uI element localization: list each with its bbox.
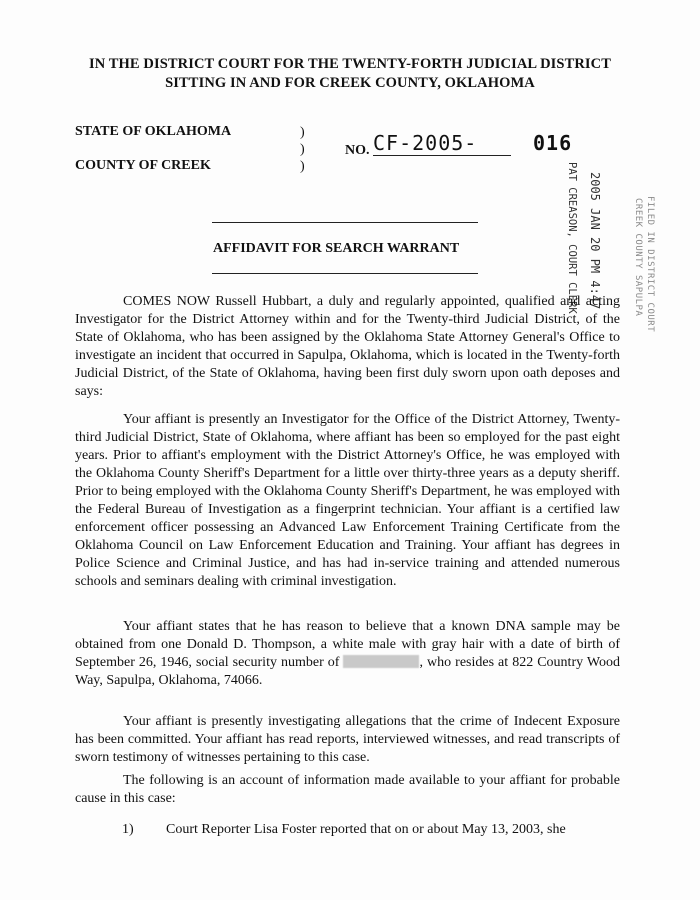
- list-item-text: Court Reporter Lisa Foster reported that on or about May 13, 2003, she: [166, 822, 566, 837]
- paragraph-3-after: , who resides at 822 Country Wood Way, Sapulpa, Oklahoma, 74066.: [75, 655, 620, 688]
- caption-paren-1: ): [300, 125, 305, 140]
- paragraph-1: COMES NOW Russell Hubbart, a duly and regularly appointed, qualified and acting Investigator for the District Attorney within and for the Twenty-third Judicial District, of the State of Oklahoma, who has been assigned by the Oklahoma State Attorney General's Office to investigate an incident that occurred in Sapulpa, Oklahoma, which is located in the Twenty-forth Judicial District, of the State of Oklahoma, having been first duly sworn upon oath deposes and says:: [75, 294, 620, 399]
- caption-state: STATE OF OKLAHOMA: [75, 124, 232, 139]
- paragraph-4: Your affiant is presently investigating allegations that the crime of Indecent Exposure has been committed. Your affiant has read reports, interviewed witnesses, and read transcripts of sworn testimony of witnesses pertaining to this case.: [75, 714, 620, 765]
- file-stamp-date: 2005 JAN 20 PM 4:47: [588, 172, 602, 310]
- redacted-ssn: [343, 655, 419, 668]
- file-stamp-clerk: PAT CREASON, COURT CLERK: [566, 162, 578, 314]
- case-number-label: NO.: [345, 143, 370, 158]
- document-title: AFFIDAVIT FOR SEARCH WARRANT: [213, 241, 460, 256]
- list-item-number: 1): [122, 822, 134, 837]
- paragraph-5: The following is an account of information made available to your affiant for probable cause in this case:: [75, 773, 620, 806]
- paragraph-3: [75, 618, 620, 690]
- paragraph-3-before: Your affiant states that he has reason to believe that a known DNA sample may be obtained from one Donald D. Thompson, a white male with gray hair with a date of birth of September 26, 1946, social security number of: [75, 619, 620, 670]
- caption-county: COUNTY OF CREEK: [75, 158, 211, 173]
- file-stamp-filed: FILED IN DISTRICT COURT: [645, 196, 655, 333]
- case-number-suffix: 016: [533, 131, 573, 155]
- court-header-line1: IN THE DISTRICT COURT FOR THE TWENTY-FORTH JUDICIAL DISTRICT: [88, 56, 612, 72]
- file-stamp-county: CREEK COUNTY SAPULPA: [633, 198, 643, 317]
- case-number: CF-2005-: [373, 131, 511, 156]
- caption-paren-2: ): [300, 142, 305, 157]
- paragraph-2: Your affiant is presently an Investigator for the Office of the District Attorney, Twenty-third Judicial District, State of Oklahoma, where affiant has been so employed for the past eight years. Prior to affiant's employment with the District Attorney's Office, he was employed with the Oklahoma County Sheriff's Department for a little over thirty-three years as a deputy sheriff. Prior to being employed with the Oklahoma County Sheriff's Department, he was employed with the Federal Bureau of Investigation as a fingerprint technician. Your affiant is a certified law enforcement officer possessing an Advanced Law Enforcement Training Certificate from the Oklahoma Council on Law Enforcement Education and Training. Your affiant has degrees in Police Science and Criminal Justice, and has had in-service training and attended numerous schools and seminars dealing with criminal investigation.: [75, 412, 620, 589]
- title-rule-top: [212, 222, 478, 223]
- caption-paren-3: ): [300, 159, 305, 174]
- title-rule-bottom: [212, 273, 478, 274]
- court-header-line2: SITTING IN AND FOR CREEK COUNTY, OKLAHOMA: [165, 75, 535, 91]
